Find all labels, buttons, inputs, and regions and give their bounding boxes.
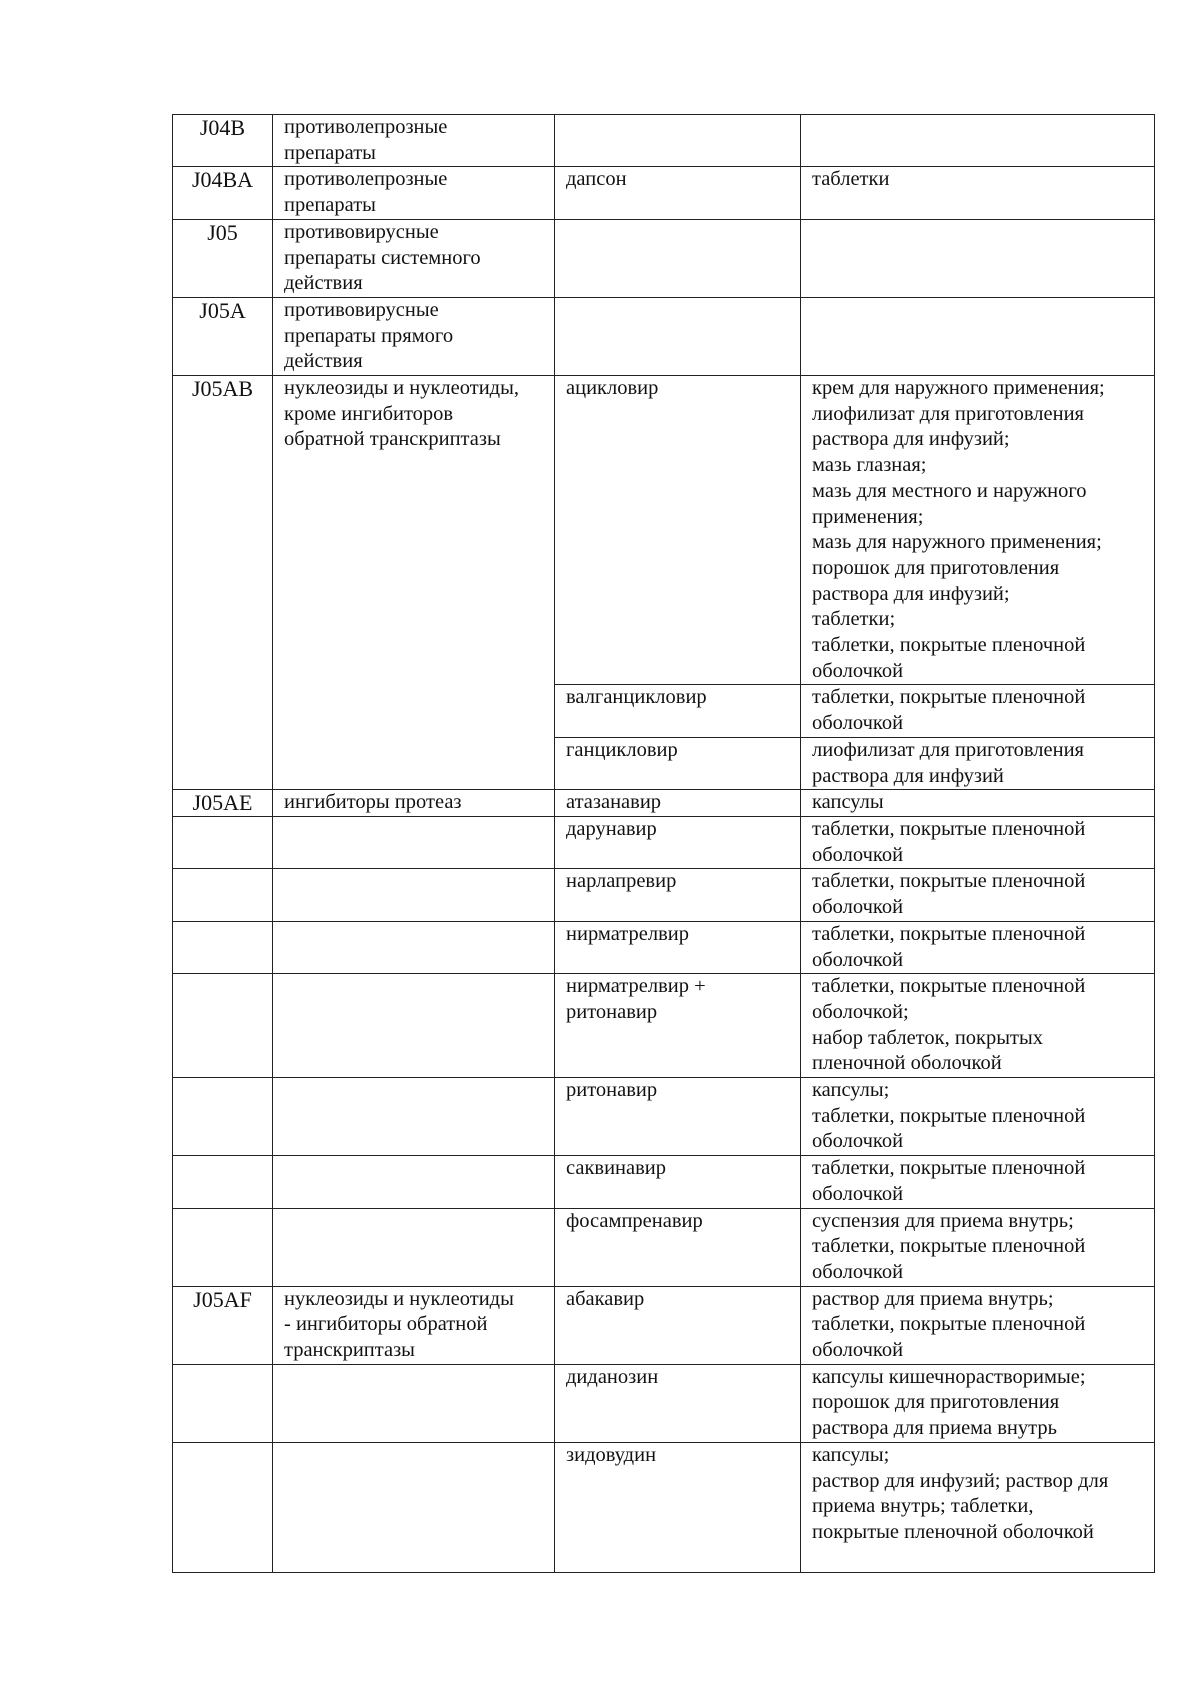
drug-name-cell <box>555 376 801 685</box>
group-name-cell <box>273 1208 555 1286</box>
dosage-form-cell-text: суспензия для приема внутрь; таблетки, покрытые пленочной оболочкой <box>812 1209 1086 1283</box>
atc-code-cell <box>173 1364 273 1442</box>
atc-code-cell-text: J05AB <box>191 376 254 402</box>
drug-name-cell <box>555 219 801 297</box>
atc-code-cell <box>173 921 273 973</box>
dosage-form-cell <box>801 1156 1155 1208</box>
table-row <box>173 790 1155 817</box>
atc-code-cell <box>173 376 273 790</box>
table-row <box>173 921 1155 973</box>
table-row <box>173 1286 1155 1364</box>
table-row <box>173 869 1155 921</box>
dosage-form-cell <box>801 1286 1155 1364</box>
atc-code-cell-text: J05AE <box>192 790 253 816</box>
dosage-form-cell-text: таблетки <box>812 168 890 191</box>
atc-code-cell <box>173 1286 273 1364</box>
dosage-form-cell-text: таблетки, покрытые пленочной оболочкой <box>812 1157 1086 1205</box>
drug-name-cell <box>555 921 801 973</box>
group-name-cell <box>273 219 555 297</box>
drug-name-cell-text: атазанавир <box>566 791 662 814</box>
drug-name-cell-text: ганцикловир <box>566 738 678 761</box>
dosage-form-cell <box>801 1078 1155 1156</box>
table-row <box>173 1208 1155 1286</box>
group-name-cell-text: нуклеозиды и нуклеотиды, кроме ингибиторов обратной транскриптазы <box>284 377 519 451</box>
group-name-cell-text: противолепрозные препараты <box>284 168 448 217</box>
group-name-cell-text: ингибиторы протеаз <box>284 791 462 814</box>
dosage-form-cell-text: таблетки, покрытые пленочной оболочкой <box>812 922 1086 971</box>
drug-name-cell-text: дарунавир <box>566 817 657 840</box>
dosage-form-cell <box>801 376 1155 685</box>
group-name-cell <box>273 376 555 790</box>
group-name-cell-text: противовирусные препараты прямого действия <box>284 298 454 373</box>
table-row <box>173 115 1155 167</box>
atc-code-cell-text: J05A <box>199 297 246 323</box>
drug-name-cell <box>555 790 801 817</box>
table-row <box>173 219 1155 297</box>
drug-name-cell <box>555 297 801 375</box>
atc-code-cell <box>173 1442 273 1572</box>
dosage-form-cell <box>801 1442 1155 1572</box>
dosage-form-cell-text: раствор для приема внутрь; таблетки, покрытые пленочной оболочкой <box>812 1287 1086 1362</box>
drug-name-cell <box>555 1364 801 1442</box>
drug-name-cell-text: саквинавир <box>566 1157 667 1180</box>
drug-name-cell <box>555 1442 801 1572</box>
dosage-form-cell <box>801 869 1155 921</box>
dosage-form-cell-text: капсулы; раствор для инфузий; раствор для приема внутрь; таблетки, покрытые пленочной оболочкой <box>812 1443 1109 1543</box>
dosage-form-cell <box>801 816 1155 868</box>
drug-name-cell-text: дапсон <box>566 168 627 191</box>
dosage-form-cell <box>801 297 1155 375</box>
atc-code-cell <box>173 297 273 375</box>
dosage-form-cell <box>801 685 1155 737</box>
atc-code-cell <box>173 1156 273 1208</box>
dosage-form-cell <box>801 790 1155 817</box>
group-name-cell <box>273 1442 555 1572</box>
table-row <box>173 167 1155 219</box>
atc-code-cell <box>173 1078 273 1156</box>
drug-name-cell <box>555 1156 801 1208</box>
drug-name-cell-text: фосампренавир <box>566 1209 703 1232</box>
table-body <box>173 115 1155 1573</box>
dosage-form-cell-text: лиофилизат для приготовления раствора для инфузий <box>812 738 1084 787</box>
atc-code-cell <box>173 1208 273 1286</box>
group-name-cell-text: противовирусные препараты системного действия <box>284 220 481 295</box>
dosage-form-cell-text: таблетки, покрытые пленочной оболочкой <box>812 870 1086 919</box>
atc-code-cell-text: J05AF <box>193 1286 252 1312</box>
table-row <box>173 297 1155 375</box>
drug-classification-table <box>172 114 1155 1573</box>
dosage-form-cell-text: капсулы; таблетки, покрытые пленочной оболочкой <box>812 1079 1086 1153</box>
atc-code-cell-text: J05 <box>207 219 238 245</box>
group-name-cell <box>273 167 555 219</box>
atc-code-cell <box>173 790 273 817</box>
group-name-cell <box>273 974 555 1078</box>
table-row <box>173 1364 1155 1442</box>
atc-code-cell-text: J04B <box>199 115 246 140</box>
drug-name-cell <box>555 1286 801 1364</box>
table-row <box>173 376 1155 685</box>
group-name-cell <box>273 921 555 973</box>
drug-name-cell-text: валганцикловир <box>566 686 707 709</box>
dosage-form-cell <box>801 167 1155 219</box>
dosage-form-cell <box>801 974 1155 1078</box>
drug-name-cell-text: зидовудин <box>566 1443 657 1466</box>
group-name-cell <box>273 115 555 167</box>
drug-name-cell <box>555 974 801 1078</box>
table-row <box>173 974 1155 1078</box>
group-name-cell <box>273 790 555 817</box>
table-row <box>173 1078 1155 1156</box>
atc-code-cell <box>173 219 273 297</box>
drug-name-cell-text: диданозин <box>566 1365 659 1388</box>
dosage-form-cell-text: крем для наружного применения; лиофилизат для приготовления раствора для инфузий; мазь глазная; мазь для местного и наружного применения; мазь для наружного применения; порошок для приготовления раствора для инфузий; таблетки; таблетки, покрытые пленочной оболочкой <box>812 377 1105 682</box>
atc-code-cell <box>173 167 273 219</box>
dosage-form-cell <box>801 1364 1155 1442</box>
group-name-cell <box>273 1286 555 1364</box>
drug-name-cell <box>555 737 801 789</box>
drug-name-cell-text: нирматрелвир + ритонавир <box>566 975 706 1023</box>
table-row <box>173 1442 1155 1572</box>
drug-name-cell-text: нарлапревир <box>566 870 677 893</box>
drug-name-cell-text: нирматрелвир <box>566 922 689 945</box>
drug-name-cell <box>555 685 801 737</box>
group-name-cell <box>273 297 555 375</box>
atc-code-cell-text: J04BA <box>191 167 254 193</box>
atc-code-cell <box>173 974 273 1078</box>
dosage-form-cell <box>801 1208 1155 1286</box>
dosage-form-cell <box>801 737 1155 789</box>
drug-name-cell-text: абакавир <box>566 1287 645 1310</box>
table-row <box>173 1156 1155 1208</box>
drug-name-cell-text: ритонавир <box>566 1079 658 1102</box>
group-name-cell <box>273 1364 555 1442</box>
drug-name-cell-text: ацикловир <box>566 377 659 400</box>
group-name-cell <box>273 869 555 921</box>
group-name-cell <box>273 1078 555 1156</box>
dosage-form-cell-text: таблетки, покрытые пленочной оболочкой; набор таблеток, покрытых пленочной оболочкой <box>812 975 1086 1075</box>
dosage-form-cell-text: капсулы кишечнорастворимые; порошок для приготовления раствора для приема внутрь <box>812 1365 1086 1440</box>
drug-name-cell <box>555 167 801 219</box>
atc-code-cell <box>173 115 273 167</box>
drug-name-cell <box>555 1078 801 1156</box>
dosage-form-cell <box>801 219 1155 297</box>
drug-name-cell <box>555 115 801 167</box>
drug-name-cell <box>555 1208 801 1286</box>
dosage-form-cell-text: таблетки, покрытые пленочной оболочкой <box>812 817 1086 866</box>
drug-name-cell <box>555 816 801 868</box>
dosage-form-cell-text: таблетки, покрытые пленочной оболочкой <box>812 686 1086 735</box>
dosage-form-cell <box>801 115 1155 167</box>
dosage-form-cell <box>801 921 1155 973</box>
dosage-form-cell-text: капсулы <box>812 791 884 814</box>
group-name-cell-text: противолепрозные препараты <box>284 116 448 164</box>
group-name-cell <box>273 1156 555 1208</box>
drug-name-cell <box>555 869 801 921</box>
group-name-cell-text: нуклеозиды и нуклеотиды - ингибиторы обратной транскриптазы <box>284 1287 514 1362</box>
atc-code-cell <box>173 816 273 868</box>
group-name-cell <box>273 816 555 868</box>
table-row <box>173 816 1155 868</box>
atc-code-cell <box>173 869 273 921</box>
